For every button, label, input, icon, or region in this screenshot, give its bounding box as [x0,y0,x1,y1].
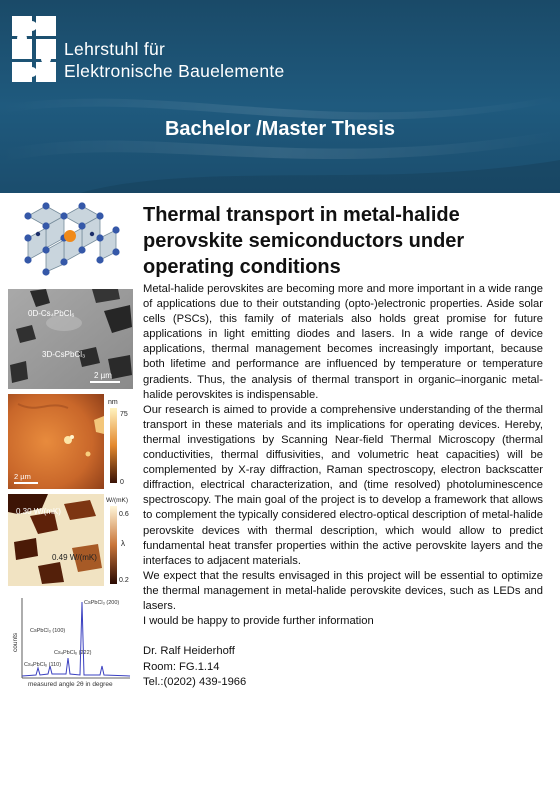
logo-line-1: Lehrstuhl für [64,39,166,59]
thesis-title: Thermal transport in metal-halide perovskite semiconductors under operating conditions [143,204,465,278]
contact-room: Room: FG.1.14 [143,660,220,673]
paragraph-research: Our research is aimed to provide a comprehensive understanding of the thermal transport in these materials and its implications for operating devices. Hereby, thermal investigations by Scanning Near-field Thermal Microscopy (thermal conductivities, thermal diffusivities, and volumetric heat capacities) will be complemented by X-ray diffraction, Raman spectroscopy, electron backscatter diffraction, electrical characterization, and (time resolved) photoluminescence spectroscopy. The main goal of the project is to develop a framework that allows to complement the typically considered electro-optical description of metal-halide perovskite devices with thermal description, which would allow to predict fundamental heat transfer properties within the active perovskite layers and the interfaces to adjacent materials. [143,403,543,567]
thermal-label-2: 0.49 W/(mK) [52,553,97,562]
contact-name: Dr. Ralf Heiderhoff [143,645,235,658]
thermal-conductivity-map [8,494,133,586]
sem-label-0d: 0D-Cs₄PbCl₆ [28,309,75,318]
sem-label-3d: 3D-CsPbCl₃ [42,350,86,359]
thermal-scale-min: 0.2 [119,577,129,584]
thesis-type-heading: Bachelor /Master Thesis [164,118,396,140]
puzzle-logo-icon [10,14,60,84]
crystal-structure-image [8,198,133,278]
thermal-label-1: 0.30 W/(mK) [16,507,61,516]
afm-unit-label: nm [108,399,118,406]
closing-line: I would be happy to provide further information [143,615,374,628]
afm-topography-image [8,394,133,489]
thermal-scale-max: 0.6 [119,511,129,518]
xrd-plot [8,594,133,688]
afm-scale-min: 0 [120,479,124,486]
contact-block [143,644,543,691]
paragraph-intro: Metal-halide perovskites are becoming more and more important in a wide range of applications due to their outstanding (opto-)electronic properties. Aside solar cells (PSCs), this family of materials also holds great promise for future applications in light emitting diodes and lasers. In a wide range of device applications, thermal management becomes increasingly important, because both lifetime and performance are influenced by temperature or temperature gradients. Thus, the analysis of thermal transport in organic–inorganic metal-halide perovskites is indispensable. [143,283,543,401]
thermal-unit-label: W/(mK) [106,497,129,504]
afm-scale-bar-label: 2 µm [14,472,31,481]
header-banner [0,0,560,193]
afm-scale-max: 75 [120,411,128,418]
thermal-symbol: λ [121,539,125,548]
xrd-x-axis-label: measured angle 2θ in degree [28,681,113,688]
sem-image [8,289,133,389]
logo-line-2: Elektronische Bauelemente [64,61,285,81]
xrd-peak-label-4: Cs₄PbCl₆ (110) [24,662,62,668]
xrd-peak-label-3: Cs₄PbCl₆ (222) [54,650,92,656]
sem-scale-bar-label: 2 µm [94,371,112,380]
banner-background [0,0,560,193]
contact-phone: Tel.:(0202) 439-1966 [143,676,247,689]
chair-logo-text [64,38,285,82]
paragraph-outlook: We expect that the results envisaged in this project will be essential to optimize the thermal management in metal-halide perovskite devices, such as LEDs and lasers. [143,569,543,612]
thesis-description [143,282,543,691]
xrd-peak-label-1: CsPbCl₃ (200) [84,600,120,606]
xrd-y-axis-label: counts [12,632,19,652]
xrd-peak-label-2: CsPbCl₃ (100) [30,628,66,634]
